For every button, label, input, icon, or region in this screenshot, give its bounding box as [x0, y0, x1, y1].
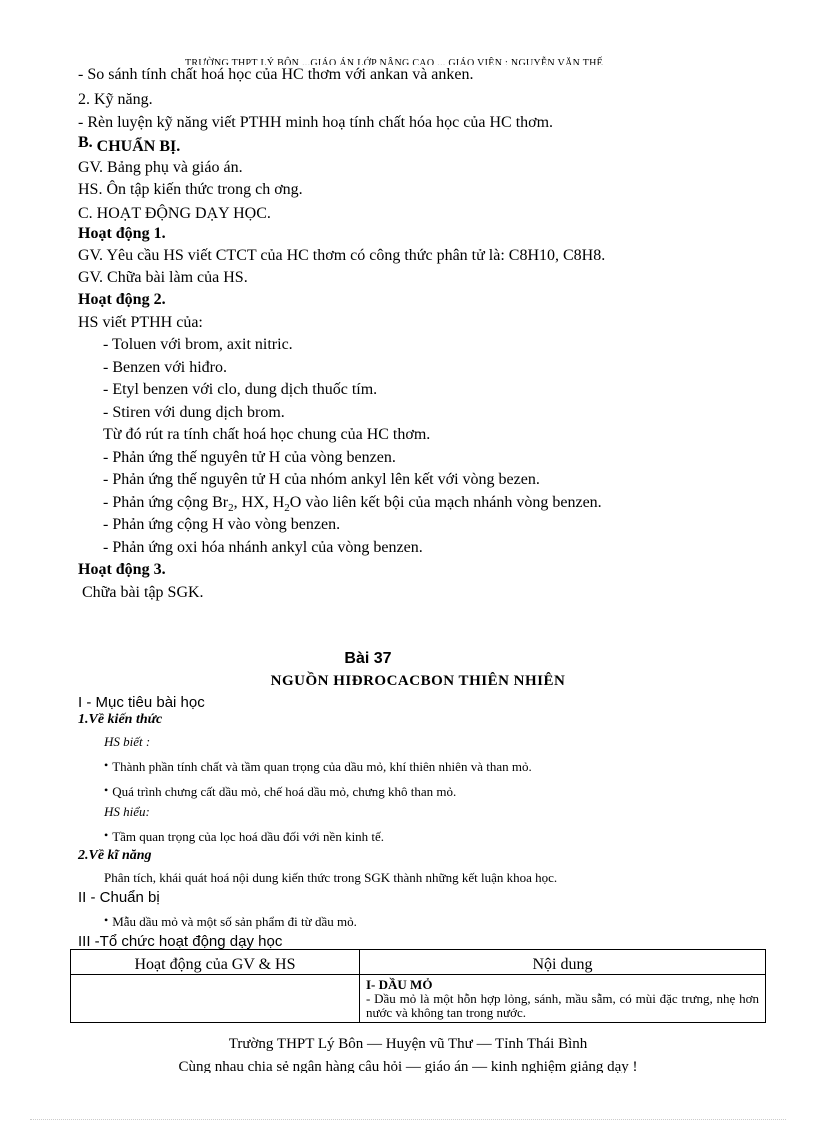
skills-text: Phân tích, khái quát hoá nội dung kiến thức trong SGK thành những kết luận khoa học. — [104, 870, 558, 885]
header-content: Nội dung — [532, 956, 593, 973]
section-b-letter: B. — [78, 134, 93, 151]
table-cell-content — [360, 975, 766, 1023]
activity-1-line: GV. Chữa bài làm của HS. — [78, 269, 248, 286]
content-text: - Dầu mỏ là một hỗn hợp lỏng, sánh, mầu sẫm, có mùi đặc trưng, nhẹ hơn nước và không tan trong nước. — [366, 991, 759, 1020]
prep-gv: GV. Bảng phụ và giáo án. — [78, 159, 243, 176]
section-b-title: CHUẨN BỊ. — [96, 138, 181, 155]
activity-3-text: Chữa bài tập SGK. — [82, 584, 204, 601]
page-header: TRƯỜNG THPT LÝ BÔN ...GIÁO ÁN LỚP NÂNG CAO ... GIÁO VIÊN : NGUYỄN VĂN THẾ — [185, 58, 604, 65]
property-line: - Phản ứng cộng H vào vòng benzen. — [103, 516, 341, 533]
preparation-item: • Mẫu dầu mỏ và một số sản phẩm đi từ dầu mỏ. — [104, 914, 357, 930]
content-cell-body — [360, 975, 765, 1022]
table-cell-activities — [71, 975, 360, 1023]
table-header-cell — [360, 950, 766, 975]
property-line-addition — [103, 494, 602, 517]
hs-know-label: HS biết : — [104, 734, 151, 749]
activity-table — [70, 949, 766, 1023]
page-bottom-divider — [30, 1119, 786, 1120]
objective-line: - So sánh tính chất hoá học của HC thơm với ankan và anken. — [78, 66, 474, 83]
content-title: I- DẦU MỎ — [366, 977, 433, 992]
activity-1-title: Hoạt động 1. — [78, 225, 166, 242]
skills-subheading: 2. Kỹ năng. — [78, 91, 153, 108]
activity-2-conclusion: Từ đó rút ra tính chất hoá học chung của HC thơm. — [103, 426, 431, 443]
preparation-heading: II - Chuẩn bị — [78, 889, 160, 906]
table-row — [71, 975, 766, 1023]
hs-understand-label: HS hiểu: — [104, 804, 150, 819]
table-header-cell — [71, 950, 360, 975]
prep-hs: HS. Ôn tập kiến thức trong ch ơng. — [78, 181, 303, 198]
activity-2-title: Hoạt động 2. — [78, 291, 166, 308]
lesson-number: Bài 37 — [344, 650, 392, 667]
understand-item: • Tầm quan trọng của lọc hoá dầu đối với nền kinh tế. — [104, 829, 384, 845]
activity-3-title: Hoạt động 3. — [78, 561, 166, 578]
table-header-row — [71, 950, 766, 975]
footer-school: Trường THPT Lý Bôn — Huyện vũ Thư — Tỉnh Thái Bình — [228, 1036, 588, 1052]
prop3-b: , HX, H — [233, 494, 285, 511]
prop3-sub2: 2 — [284, 502, 290, 515]
prop3-a: - Phản ứng cộng Br — [103, 494, 229, 511]
property-line: - Phản ứng thế nguyên tử H của nhóm ankyl lên kết với vòng bezen. — [103, 471, 540, 488]
footer-share: Cùng nhau chia sẻ ngân hàng câu hỏi — giáo án — kinh nghiệm giảng dạy ! — [178, 1059, 638, 1073]
lesson-title: NGUỒN HIĐROCACBON THIÊN NHIÊN — [270, 673, 566, 689]
prop3-sub1: 2 — [228, 502, 234, 515]
skills-line: - Rèn luyện kỹ năng viết PTHH minh hoạ tính chất hóa học của HC thơm. — [78, 114, 554, 131]
property-line: - Phản ứng thế nguyên tử H của vòng benzen. — [103, 449, 396, 466]
activity-2-item: - Benzen với hiđro. — [103, 359, 227, 376]
skills-heading: 2.Về kĩ năng — [78, 848, 152, 863]
knowledge-item: • Quá trình chưng cất dầu mỏ, chế hoá dầu mỏ, chưng khô than mỏ. — [104, 784, 456, 800]
section-c-heading: C. HOẠT ĐỘNG DẠY HỌC. — [78, 205, 271, 222]
objectives-heading: I - Mục tiêu bài học — [78, 694, 205, 711]
section-b-heading — [78, 134, 181, 155]
header-activities: Hoạt động của GV & HS — [134, 956, 296, 973]
activity-2-item: - Toluen với brom, axit nitric. — [103, 336, 293, 353]
knowledge-heading: 1.Về kiến thức — [78, 712, 163, 727]
prop3-c: O vào liên kết bội của mạch nhánh vòng benzen. — [289, 494, 602, 511]
activity-2-intro: HS viết PTHH của: — [78, 314, 203, 331]
knowledge-item: • Thành phần tính chất và tầm quan trọng của dầu mỏ, khí thiên nhiên và than mỏ. — [104, 759, 532, 775]
activity-1-line: GV. Yêu cầu HS viết CTCT của HC thơm có công thức phân tử là: C8H10, C8H8. — [78, 247, 606, 264]
organization-heading: III -Tổ chức hoạt động dạy học — [78, 933, 283, 949]
property-line: - Phản ứng oxi hóa nhánh ankyl của vòng benzen. — [103, 539, 423, 556]
activity-2-item: - Etyl benzen với clo, dung dịch thuốc tím. — [103, 381, 378, 398]
activity-2-item: - Stiren với dung dịch brom. — [103, 404, 285, 421]
